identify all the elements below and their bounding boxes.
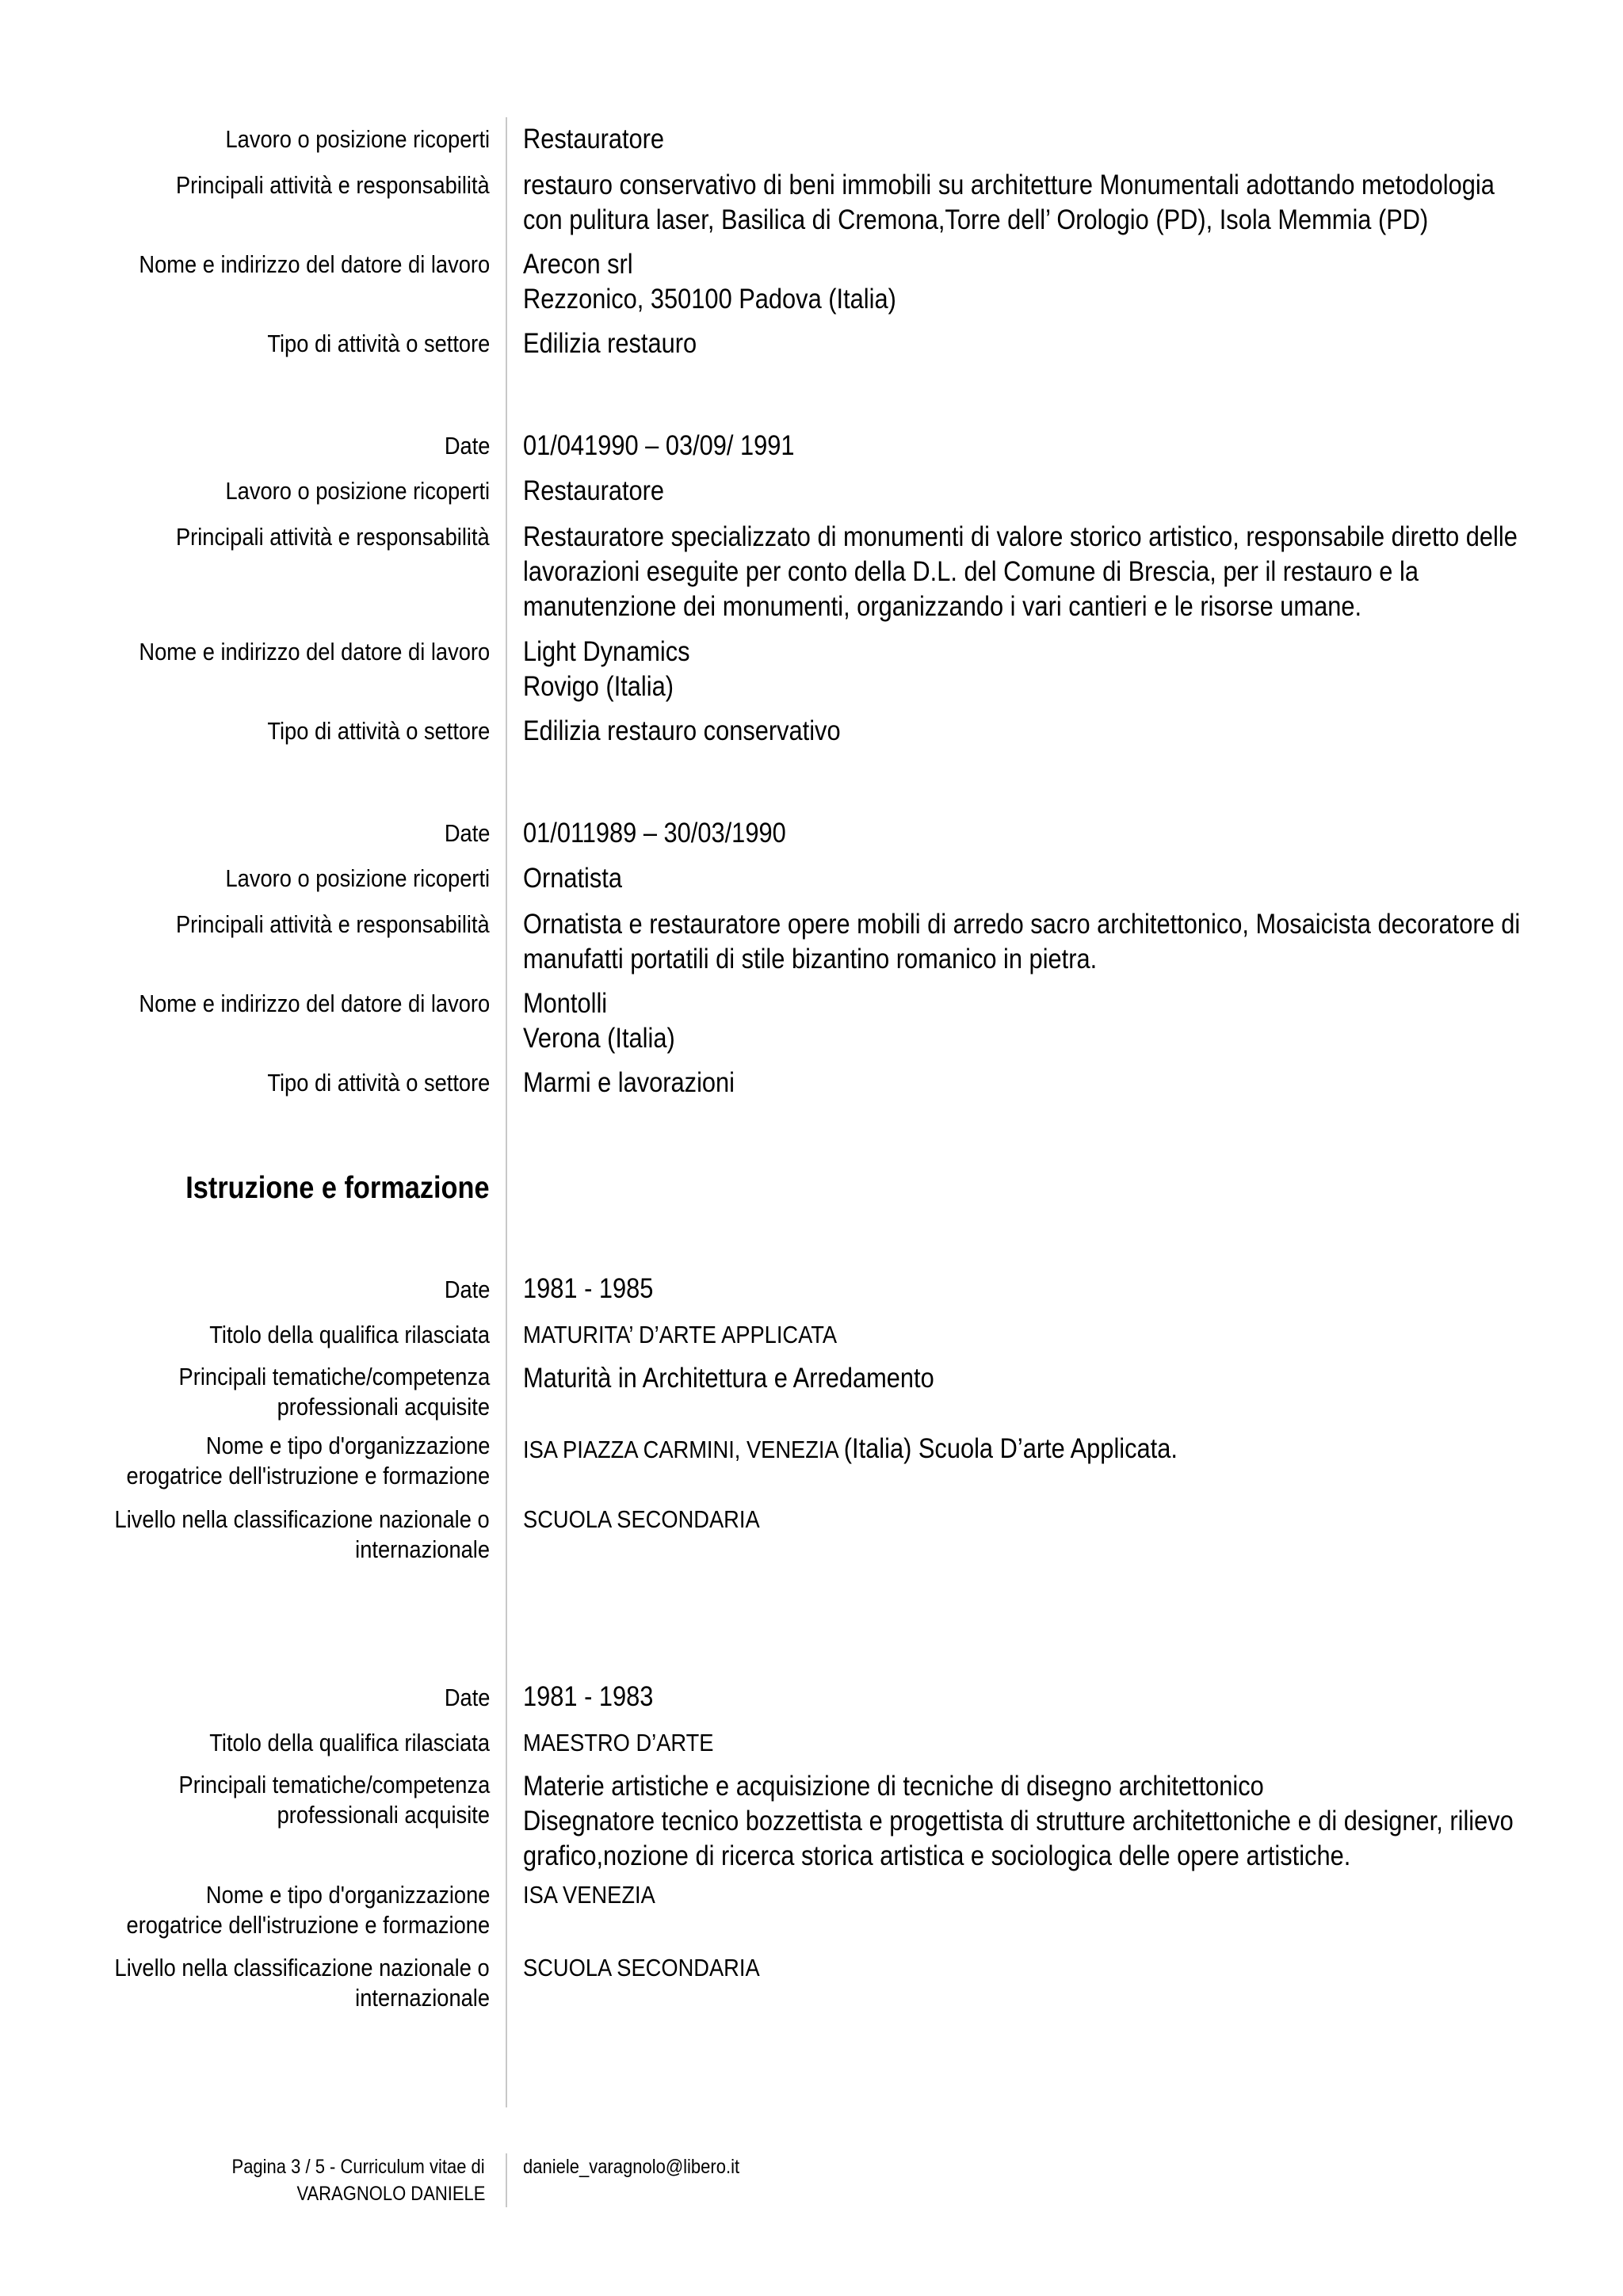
qualification-title-value: MATURITA’ D’ARTE APPLICATA xyxy=(523,1321,838,1348)
sector-value: Marmi e lavorazioni xyxy=(523,1067,735,1098)
sector-value: Edilizia restauro conservativo xyxy=(523,715,841,746)
organization-value xyxy=(523,1433,1553,1466)
footer-email: daniele_varagnolo@libero.it xyxy=(523,2156,740,2178)
activities-label: Principali attività e responsabilità xyxy=(176,910,490,938)
position-value: Ornatista xyxy=(523,863,622,894)
date-value: 01/011989 – 30/03/1990 xyxy=(523,818,786,849)
footer-divider xyxy=(506,2153,507,2207)
position-label: Lavoro o posizione ricoperti xyxy=(225,864,490,892)
employer-value: Arecon srl Rezzonico, 350100 Padova (Italia) xyxy=(523,249,896,315)
qualification-title-value: MAESTRO D’ARTE xyxy=(523,1729,714,1756)
date-value: 01/041990 – 03/09/ 1991 xyxy=(523,430,795,461)
date-value: 1981 - 1983 xyxy=(523,1681,654,1712)
level-label-line2: internazionale xyxy=(355,1984,490,2012)
skills-label-line2: professionali acquisite xyxy=(277,1801,490,1829)
employer-label: Nome e indirizzo del datore di lavoro xyxy=(139,250,490,278)
date-label: Date xyxy=(444,819,490,847)
footer-page-info-line1: Pagina 3 / 5 - Curriculum vitae di xyxy=(231,2156,485,2178)
organization-detail: (Italia) Scuola D’arte Applicata. xyxy=(843,1433,1178,1464)
organization-name: ISA PIAZZA CARMINI, VENEZIA xyxy=(523,1436,844,1463)
sector-value: Edilizia restauro xyxy=(523,328,697,359)
section-heading-education: Istruzione e formazione xyxy=(185,1171,490,1205)
position-label: Lavoro o posizione ricoperti xyxy=(225,125,490,153)
employer-label: Nome e indirizzo del datore di lavoro xyxy=(139,990,490,1017)
level-value: SCUOLA SECONDARIA xyxy=(523,1505,760,1533)
organization-label-line2: erogatrice dell'istruzione e formazione xyxy=(126,1911,490,1939)
level-value: SCUOLA SECONDARIA xyxy=(523,1954,760,1981)
sector-label: Tipo di attività o settore xyxy=(266,1069,490,1097)
employer-value: Montolli Verona (Italia) xyxy=(523,988,675,1054)
date-value: 1981 - 1985 xyxy=(523,1273,654,1304)
skills-value: Maturità in Architettura e Arredamento xyxy=(523,1363,934,1394)
qualification-title-label: Titolo della qualifica rilasciata xyxy=(209,1729,490,1756)
skills-label-line1: Principali tematiche/competenza xyxy=(178,1363,490,1390)
activities-value: Restauratore specializzato di monumenti di valore storico artistico, responsabile diretto delle lavorazioni eseguite per conto della D.L. del Comune di Brescia, per il restauro e la manutenzione dei monumenti, organizzando i vari cantieri e le risorse umane. xyxy=(523,521,1518,622)
footer-page-info-line2: VARAGNOLO DANIELE xyxy=(296,2183,485,2205)
skills-label-line2: professionali acquisite xyxy=(277,1393,490,1421)
level-label-line2: internazionale xyxy=(355,1535,490,1563)
activities-value: Ornatista e restauratore opere mobili di arredo sacro architettonico, Mosaicista decoratore di manufatti portatili di stile bizantino romanico in pietra. xyxy=(523,909,1521,974)
activities-label: Principali attività e responsabilità xyxy=(176,523,490,551)
organization-label-line1: Nome e tipo d'organizzazione xyxy=(205,1881,490,1909)
level-label-line1: Livello nella classificazione nazionale o xyxy=(114,1954,490,1981)
skills-label-line1: Principali tematiche/competenza xyxy=(178,1771,490,1798)
employer-value: Light Dynamics Rovigo (Italia) xyxy=(523,636,690,702)
date-label: Date xyxy=(444,1684,490,1711)
position-label: Lavoro o posizione ricoperti xyxy=(225,477,490,505)
date-label: Date xyxy=(444,432,490,460)
column-divider xyxy=(506,117,507,2107)
sector-label: Tipo di attività o settore xyxy=(266,717,490,745)
employer-label: Nome e indirizzo del datore di lavoro xyxy=(139,638,490,666)
sector-label: Tipo di attività o settore xyxy=(266,330,490,357)
skills-value: Materie artistiche e acquisizione di tecniche di disegno architettonico Disegnatore tecnico bozzettista e progettista di strutture architettoniche e di designer, rilievo grafico,nozione di ricerca storica artistica e sociologica delle opere artistiche. xyxy=(523,1771,1514,1871)
activities-value: restauro conservativo di beni immobili su architetture Monumentali adottando metodologia con pulitura laser, Basilica di Cremona,Torre dell’ Orologio (PD), Isola Memmia (PD) xyxy=(523,170,1495,235)
qualification-title-label: Titolo della qualifica rilasciata xyxy=(209,1321,490,1348)
organization-label-line1: Nome e tipo d'organizzazione xyxy=(205,1432,490,1459)
activities-label: Principali attività e responsabilità xyxy=(176,171,490,199)
position-value: Restauratore xyxy=(523,124,665,154)
organization-value: ISA VENEZIA xyxy=(523,1881,655,1909)
level-label-line1: Livello nella classificazione nazionale o xyxy=(114,1505,490,1533)
organization-label-line2: erogatrice dell'istruzione e formazione xyxy=(126,1462,490,1489)
position-value: Restauratore xyxy=(523,475,665,506)
date-label: Date xyxy=(444,1276,490,1303)
